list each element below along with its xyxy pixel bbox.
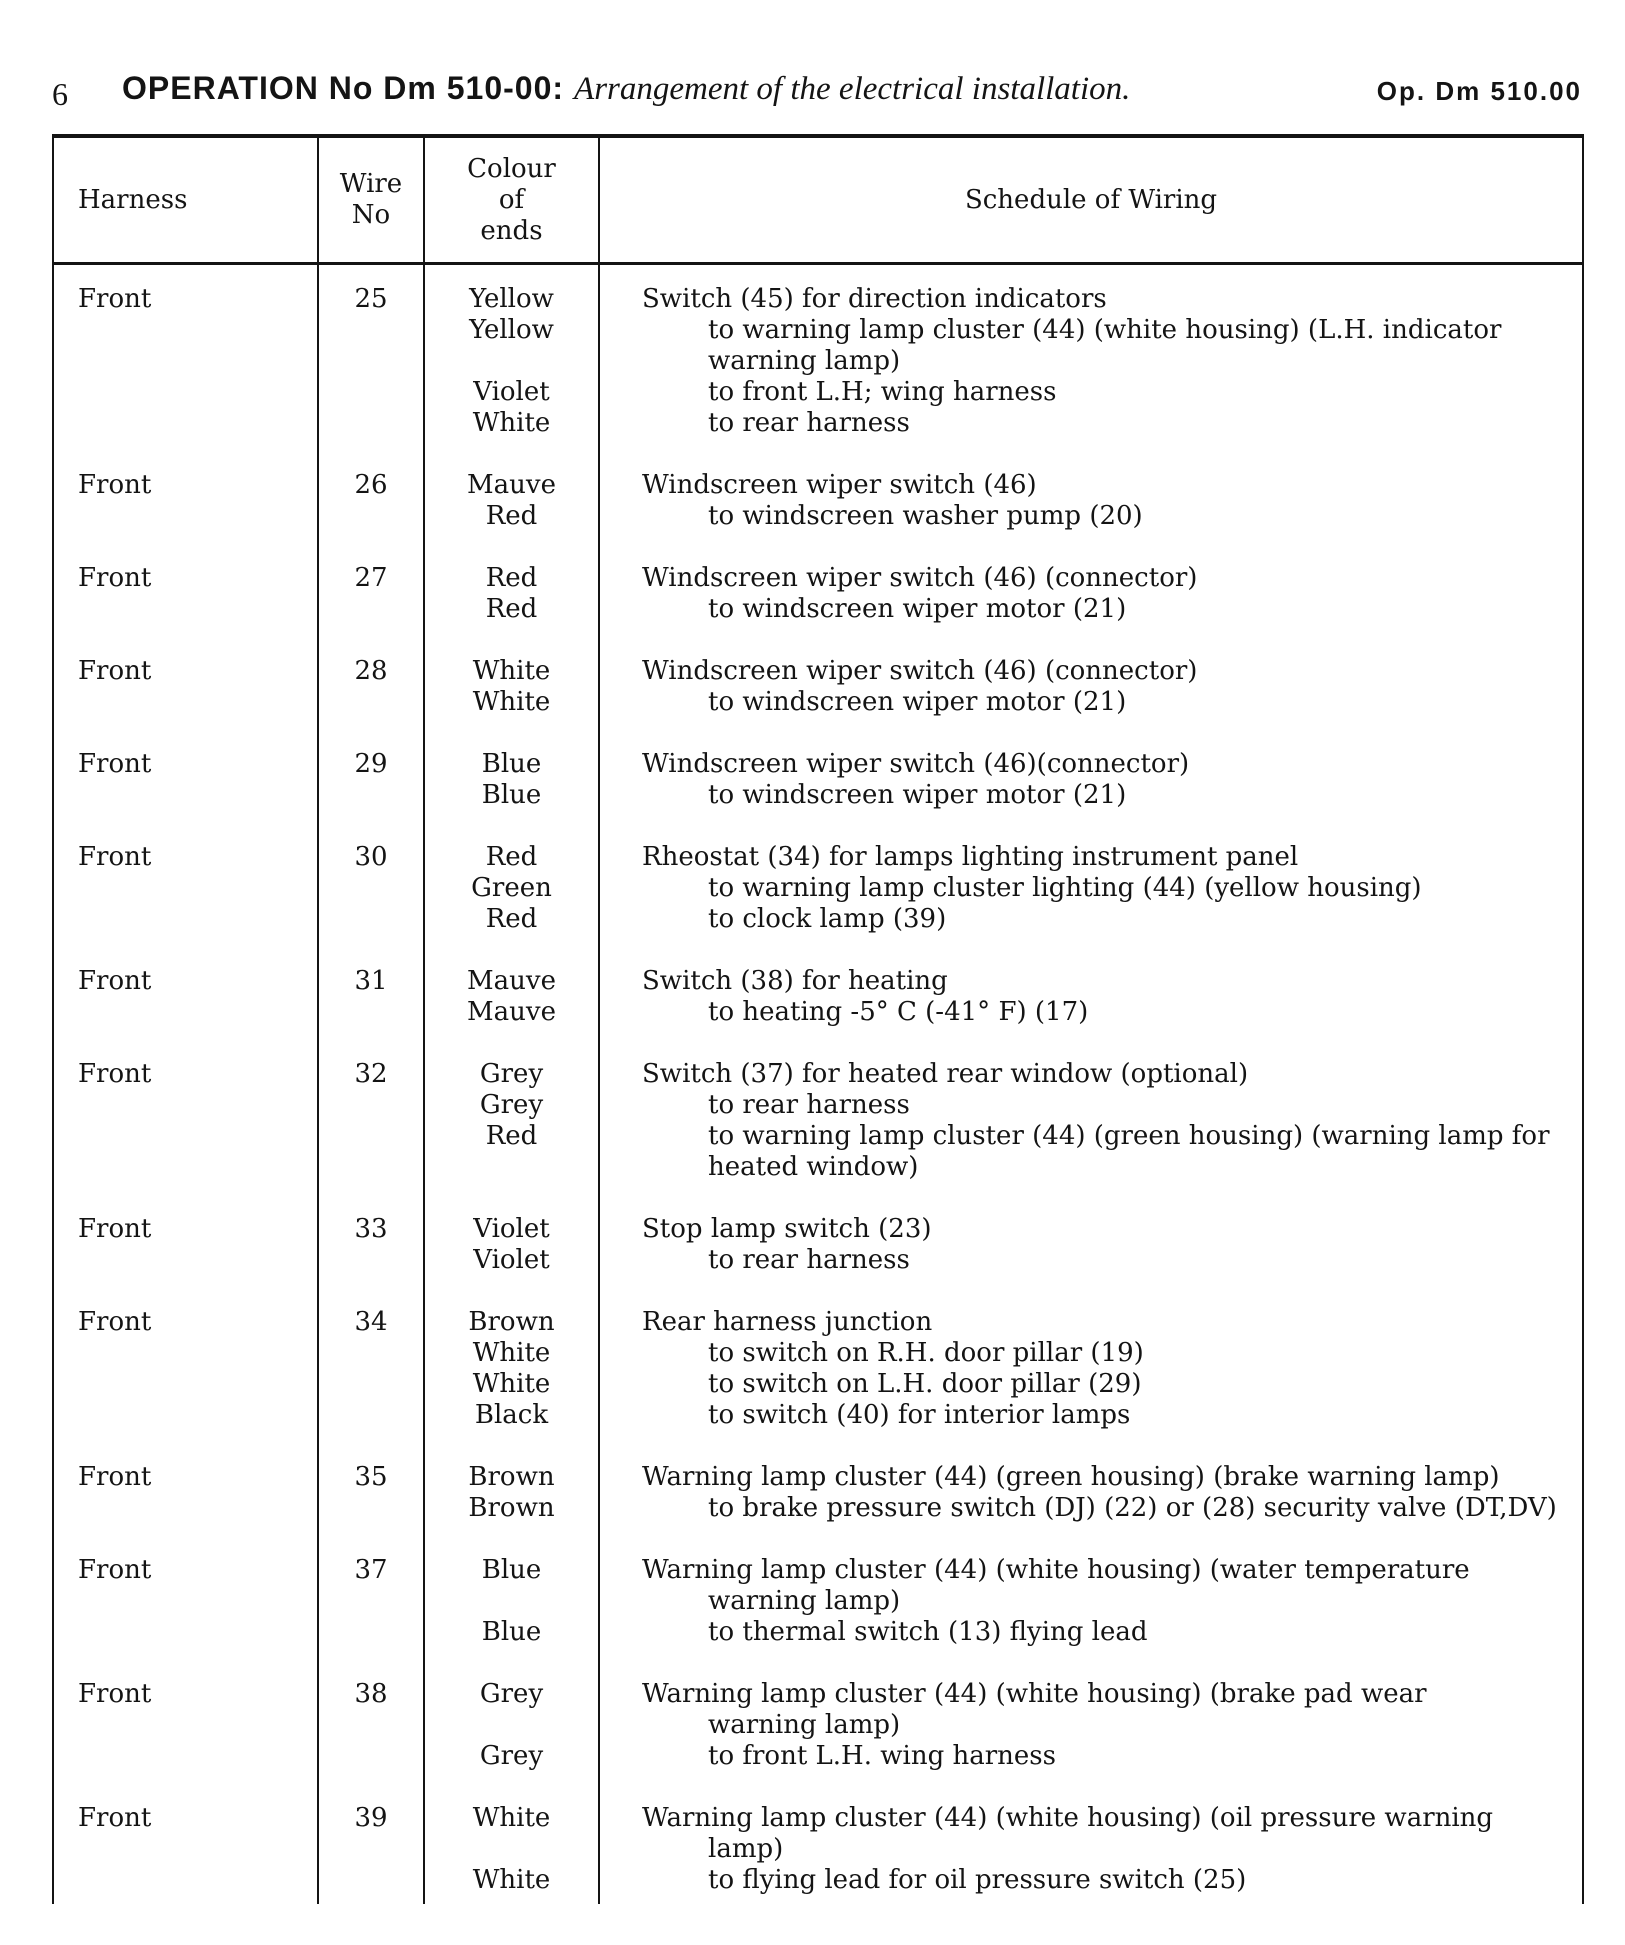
header-divider (52, 262, 1584, 265)
colour-cell: Brown (468, 1493, 555, 1523)
wire-number-cell: 28 (354, 656, 388, 686)
page-number: 6 (52, 76, 68, 112)
schedule-line (52, 1493, 1584, 1524)
schedule-line (52, 1369, 1584, 1400)
schedule-text: to rear harness (708, 1245, 910, 1275)
schedule-text: to rear harness (708, 408, 910, 438)
schedule-text: Windscreen wiper switch (46) (connector) (642, 563, 1198, 593)
schedule-text: warning lamp) (708, 1586, 901, 1616)
schedule-line (52, 1059, 1584, 1090)
colour-cell: Brown (468, 1307, 555, 1337)
schedule-line (52, 1555, 1584, 1586)
wire-number-cell: 34 (354, 1307, 388, 1337)
schedule-text: to thermal switch (13) flying lead (708, 1617, 1148, 1647)
schedule-line (52, 1741, 1584, 1772)
harness-cell: Front (78, 470, 152, 500)
wire-number-cell: 26 (354, 470, 388, 500)
wiring-table (52, 134, 1584, 1904)
harness-cell: Front (78, 1307, 152, 1337)
schedule-line (52, 1679, 1584, 1710)
wire-number-cell: 27 (354, 563, 388, 593)
schedule-text: Rear harness junction (642, 1307, 933, 1337)
schedule-line (52, 1586, 1584, 1617)
schedule-text: to windscreen washer pump (20) (708, 501, 1143, 531)
schedule-text: to clock lamp (39) (708, 904, 947, 934)
harness-cell: Front (78, 749, 152, 779)
colour-cell: Grey (479, 1741, 544, 1771)
column-header-harness-label: Harness (78, 184, 188, 215)
table-row (52, 966, 1584, 1028)
schedule-line (52, 470, 1584, 501)
harness-cell: Front (78, 656, 152, 686)
wire-number-cell: 30 (354, 842, 388, 872)
schedule-line (52, 377, 1584, 408)
wire-number-cell: 39 (354, 1803, 388, 1833)
colour-cell: Blue (481, 780, 542, 810)
wire-number-cell: 35 (354, 1462, 388, 1492)
schedule-text: Warning lamp cluster (44) (white housing) (water temperature (642, 1555, 1470, 1585)
schedule-line (52, 1152, 1584, 1183)
harness-cell: Front (78, 966, 152, 996)
schedule-line (52, 1121, 1584, 1152)
column-header-colour-line: ends (480, 215, 543, 246)
schedule-text: Stop lamp switch (23) (642, 1214, 932, 1244)
wire-number-cell: 25 (354, 284, 388, 314)
schedule-line (52, 1462, 1584, 1493)
harness-cell: Front (78, 1214, 152, 1244)
column-header-wire-line: Wire (339, 169, 403, 199)
colour-cell: Yellow (469, 315, 554, 345)
schedule-text: to front L.H. wing harness (708, 1741, 1056, 1771)
colour-cell: Grey (479, 1679, 544, 1709)
colour-cell: White (472, 1338, 551, 1368)
colour-cell: White (472, 408, 551, 438)
schedule-line (52, 346, 1584, 377)
schedule-text: to front L.H; wing harness (708, 377, 1057, 407)
schedule-line (52, 1400, 1584, 1431)
schedule-text: to rear harness (708, 1090, 910, 1120)
schedule-line (52, 284, 1584, 315)
schedule-text: Switch (38) for heating (642, 966, 948, 996)
schedule-text: Warning lamp cluster (44) (white housing) (brake pad wear (642, 1679, 1427, 1709)
colour-cell: Green (471, 873, 552, 903)
table-row (52, 842, 1584, 935)
table-row (52, 749, 1584, 811)
colour-cell: White (472, 1803, 551, 1833)
harness-cell: Front (78, 1555, 152, 1585)
column-header-harness (54, 138, 317, 262)
colour-cell: Red (485, 842, 538, 872)
column-header-wire-no (319, 138, 423, 262)
schedule-text: lamp) (708, 1834, 784, 1864)
column-header-schedule-label: Schedule of Wiring (964, 184, 1218, 215)
harness-cell: Front (78, 1679, 152, 1709)
schedule-line (52, 1214, 1584, 1245)
table-row (52, 1555, 1584, 1648)
schedule-text: to windscreen wiper motor (21) (708, 780, 1127, 810)
colour-cell: Blue (481, 1617, 542, 1647)
table-row (52, 284, 1584, 439)
schedule-line (52, 842, 1584, 873)
schedule-text: Windscreen wiper switch (46)(connector) (642, 749, 1190, 779)
table-row (52, 1679, 1584, 1772)
schedule-line (52, 780, 1584, 811)
schedule-text: to switch (40) for interior lamps (708, 1400, 1131, 1430)
schedule-line (52, 873, 1584, 904)
colour-cell: Grey (479, 1059, 544, 1089)
wire-number-cell: 29 (354, 749, 388, 779)
schedule-line (52, 997, 1584, 1028)
table-row (52, 1059, 1584, 1183)
colour-cell: White (472, 656, 551, 686)
table-row (52, 470, 1584, 532)
colour-cell: Red (485, 1121, 538, 1151)
colour-cell: White (472, 687, 551, 717)
harness-cell: Front (78, 563, 152, 593)
schedule-line (52, 687, 1584, 718)
schedule-line (52, 563, 1584, 594)
schedule-text: to warning lamp cluster (44) (green housing) (warning lamp for (708, 1121, 1550, 1151)
schedule-line (52, 904, 1584, 935)
table-row (52, 656, 1584, 718)
colour-cell: Grey (479, 1090, 544, 1120)
wire-number-cell: 32 (354, 1059, 388, 1089)
operation-subtitle: Arrangement of the electrical installation. (574, 71, 1131, 107)
column-header-colour-line: of (498, 184, 525, 215)
table-row (52, 1307, 1584, 1431)
operation-label: OPERATION No Dm 510-00: (122, 70, 565, 106)
schedule-text: to warning lamp cluster lighting (44) (yellow housing) (708, 873, 1422, 903)
schedule-text: to windscreen wiper motor (21) (708, 594, 1127, 624)
schedule-text: heated window) (708, 1152, 919, 1182)
schedule-text: Windscreen wiper switch (46) (642, 470, 1037, 500)
schedule-line (52, 1865, 1584, 1896)
operation-reference: Op. Dm 510.00 (1376, 76, 1582, 106)
schedule-line (52, 1710, 1584, 1741)
schedule-text: to heating -5° C (-41° F) (17) (708, 997, 1089, 1027)
harness-cell: Front (78, 1462, 152, 1492)
schedule-text: Warning lamp cluster (44) (white housing) (oil pressure warning (642, 1803, 1494, 1833)
schedule-line (52, 501, 1584, 532)
operation-title (122, 70, 1130, 108)
schedule-text: to flying lead for oil pressure switch (25) (708, 1865, 1247, 1895)
schedule-text: to warning lamp cluster (44) (white housing) (L.H. indicator (708, 315, 1502, 345)
colour-cell: White (472, 1865, 551, 1895)
wire-number-cell: 37 (354, 1555, 388, 1585)
colour-cell: Blue (481, 749, 542, 779)
schedule-text: to brake pressure switch (DJ) (22) or (28) security valve (DT,DV) (708, 1493, 1557, 1523)
colour-cell: Red (485, 904, 538, 934)
harness-cell: Front (78, 842, 152, 872)
schedule-text: to switch on L.H. door pillar (29) (708, 1369, 1142, 1399)
schedule-line (52, 749, 1584, 780)
colour-cell: Blue (481, 1555, 542, 1585)
harness-cell: Front (78, 284, 152, 314)
schedule-text: warning lamp) (708, 1710, 901, 1740)
colour-cell: Mauve (467, 470, 556, 500)
table-row (52, 1214, 1584, 1276)
colour-cell: Violet (473, 1214, 550, 1244)
wire-number-cell: 33 (354, 1214, 388, 1244)
colour-cell: Mauve (467, 966, 556, 996)
schedule-text: Rheostat (34) for lamps lighting instrument panel (642, 842, 1299, 872)
wire-number-cell: 31 (354, 966, 388, 996)
schedule-line (52, 594, 1584, 625)
schedule-line (52, 408, 1584, 439)
colour-cell: Violet (473, 1245, 550, 1275)
colour-cell: Yellow (469, 284, 554, 314)
table-body (52, 284, 1584, 1927)
schedule-line (52, 315, 1584, 346)
schedule-line (52, 1617, 1584, 1648)
column-header-colour-of-ends (425, 138, 598, 262)
schedule-text: warning lamp) (708, 346, 901, 376)
schedule-line (52, 1307, 1584, 1338)
schedule-text: Switch (45) for direction indicators (642, 284, 1107, 314)
colour-cell: Black (474, 1400, 549, 1430)
colour-cell: Brown (468, 1462, 555, 1492)
schedule-line (52, 1338, 1584, 1369)
schedule-text: Warning lamp cluster (44) (green housing) (brake warning lamp) (642, 1462, 1500, 1492)
table-row (52, 1803, 1584, 1896)
schedule-text: to switch on R.H. door pillar (19) (708, 1338, 1144, 1368)
column-header-colour-line: Colour (467, 153, 556, 184)
column-header-schedule (600, 138, 1582, 262)
colour-cell: Red (485, 501, 538, 531)
schedule-line (52, 1090, 1584, 1121)
page-header (52, 70, 1582, 120)
schedule-line (52, 1834, 1584, 1865)
harness-cell: Front (78, 1803, 152, 1833)
colour-cell: Violet (473, 377, 550, 407)
schedule-line (52, 1245, 1584, 1276)
schedule-text: to windscreen wiper motor (21) (708, 687, 1127, 717)
schedule-text: Windscreen wiper switch (46) (connector) (642, 656, 1198, 686)
colour-cell: Mauve (467, 997, 556, 1027)
colour-cell: Red (485, 563, 538, 593)
column-header-wire-line: No (351, 200, 391, 230)
wire-number-cell: 38 (354, 1679, 388, 1709)
schedule-line (52, 1803, 1584, 1834)
schedule-text: Switch (37) for heated rear window (optional) (642, 1059, 1249, 1089)
schedule-line (52, 966, 1584, 997)
colour-cell: White (472, 1369, 551, 1399)
schedule-line (52, 656, 1584, 687)
colour-cell: Red (485, 594, 538, 624)
table-row (52, 1462, 1584, 1524)
harness-cell: Front (78, 1059, 152, 1089)
table-row (52, 563, 1584, 625)
